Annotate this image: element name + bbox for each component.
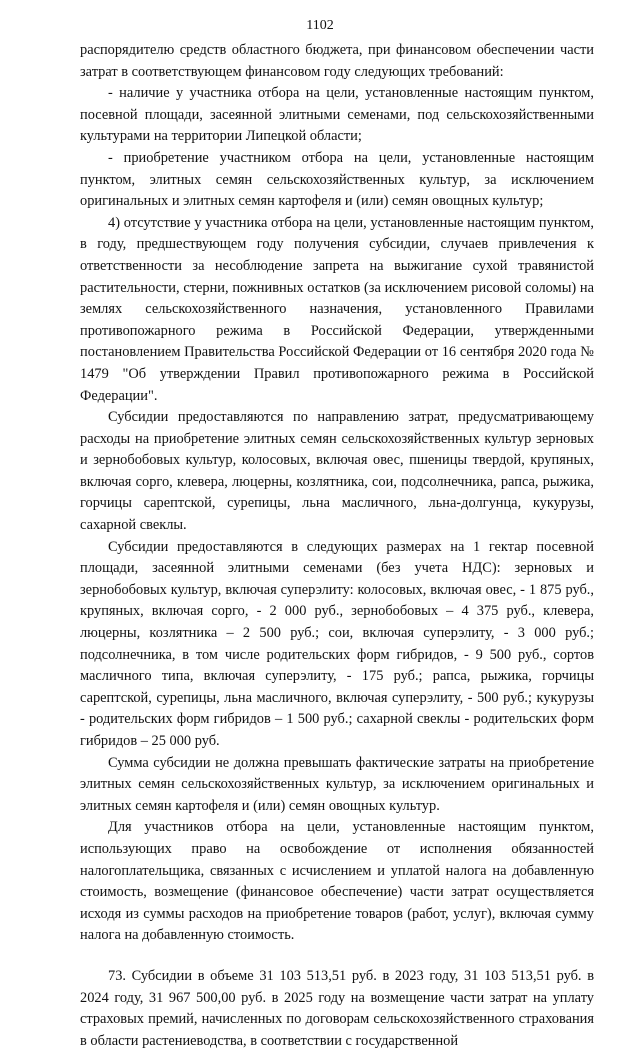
paragraph: - наличие у участника отбора на цели, установленные настоящим пунктом, посевной площади, засеянной элитными семенами, под сельскохозяйственными культурами на территории Липецкой области; xyxy=(80,85,594,145)
paragraph: Субсидии предоставляются по направлению затрат, предусматривающему расходы на приобретение элитных семян сельскохозяйственных культур зерновых и зернобобовых культур, колосовых, включая овес, пшеницы твердой, крупяных, включая сорго, клевера, люцерны, козлятника, сои, подсолнечника, рапса, рыжика, горчицы сарептской, сурепицы, льна масличного, льна-долгунца, кукурузы, сахарной свеклы. xyxy=(80,409,594,534)
paragraph: 4) отсутствие у участника отбора на цели, установленные настоящим пунктом, в году, предшествующем году получения субсидии, случаев привлечения к ответственности за несоблюдение запрета на выжигание сухой травянистой растительности, стерни, пожнивных остатков (за исключением рисовой соломы) на землях сельскохозяйственного назначения, установленного Правилами противопожарного режима в Российской Федерации, утвержденными постановлением Правительства Российской Федерации от 16 сентября 2020 года № 1479 "Об утверждении Правил противопожарного режима в Российской Федерации". xyxy=(80,214,594,404)
paragraph: распорядителю средств областного бюджета, при финансовом обеспечении части затрат в соответствующем финансовом году следующих требований: xyxy=(80,42,594,80)
paragraph: Для участников отбора на цели, установленные настоящим пунктом, использующих право на освобождение от исполнения обязанностей налогоплательщика, связанных с исчислением и уплатой налога на добавленную стоимость, возмещение (финансовое обеспечение) части затрат осуществляется исходя из суммы расходов на приобретение товаров (работ, услуг), включая сумму налога на добавленную стоимость. xyxy=(80,819,594,944)
paragraph: Субсидии предоставляются в следующих размерах на 1 гектар посевной площади, засеянной элитными семенами (без учета НДС): зерновых и зернобобовых культур, включая суперэлиту: колосовых, включая овес, - 1 875 руб., крупяных, включая сорго, - 2 000 руб., зернобобовых – 4 375 руб., клевера, люцерны, козлятника – 2 500 руб.; сои, включая суперэлиту, - 3 000 руб.; подсолнечника, в том числе родительских форм гибридов, - 9 500 руб., сортов масличного типа, включая суперэлиту, - 175 руб.; рапса, рыжика, горчицы сарептской, сурепицы, льна масличного, включая суперэлиту, - 500 руб.; кукурузы - родительских форм гибридов – 1 500 руб.; сахарной свеклы - родительских форм гибридов – 25 000 руб. xyxy=(80,538,594,749)
paragraph: 73. Субсидии в объеме 31 103 513,51 руб. в 2023 году, 31 103 513,51 руб. в 2024 году, 31 967 500,00 руб. в 2025 году на возмещение части затрат на уплату страховых премий, начисленных по договорам сельскохозяйственного страхования в области растениеводства, в соответствии с государственной xyxy=(80,967,594,1049)
paragraph: - приобретение участником отбора на цели, установленные настоящим пунктом, элитных семян сельскохозяйственных культур, за исключением оригинальных и элитных семян картофеля и (или) семян овощных культур; xyxy=(80,149,594,210)
document-body xyxy=(80,40,594,1052)
page-number: 1102 xyxy=(306,18,334,33)
paragraph: Сумма субсидии не должна превышать фактические затраты на приобретение элитных семян сельскохозяйственных культур, за исключением оригинальных и элитных семян картофеля и (или) семян овощных культур. xyxy=(80,754,594,814)
